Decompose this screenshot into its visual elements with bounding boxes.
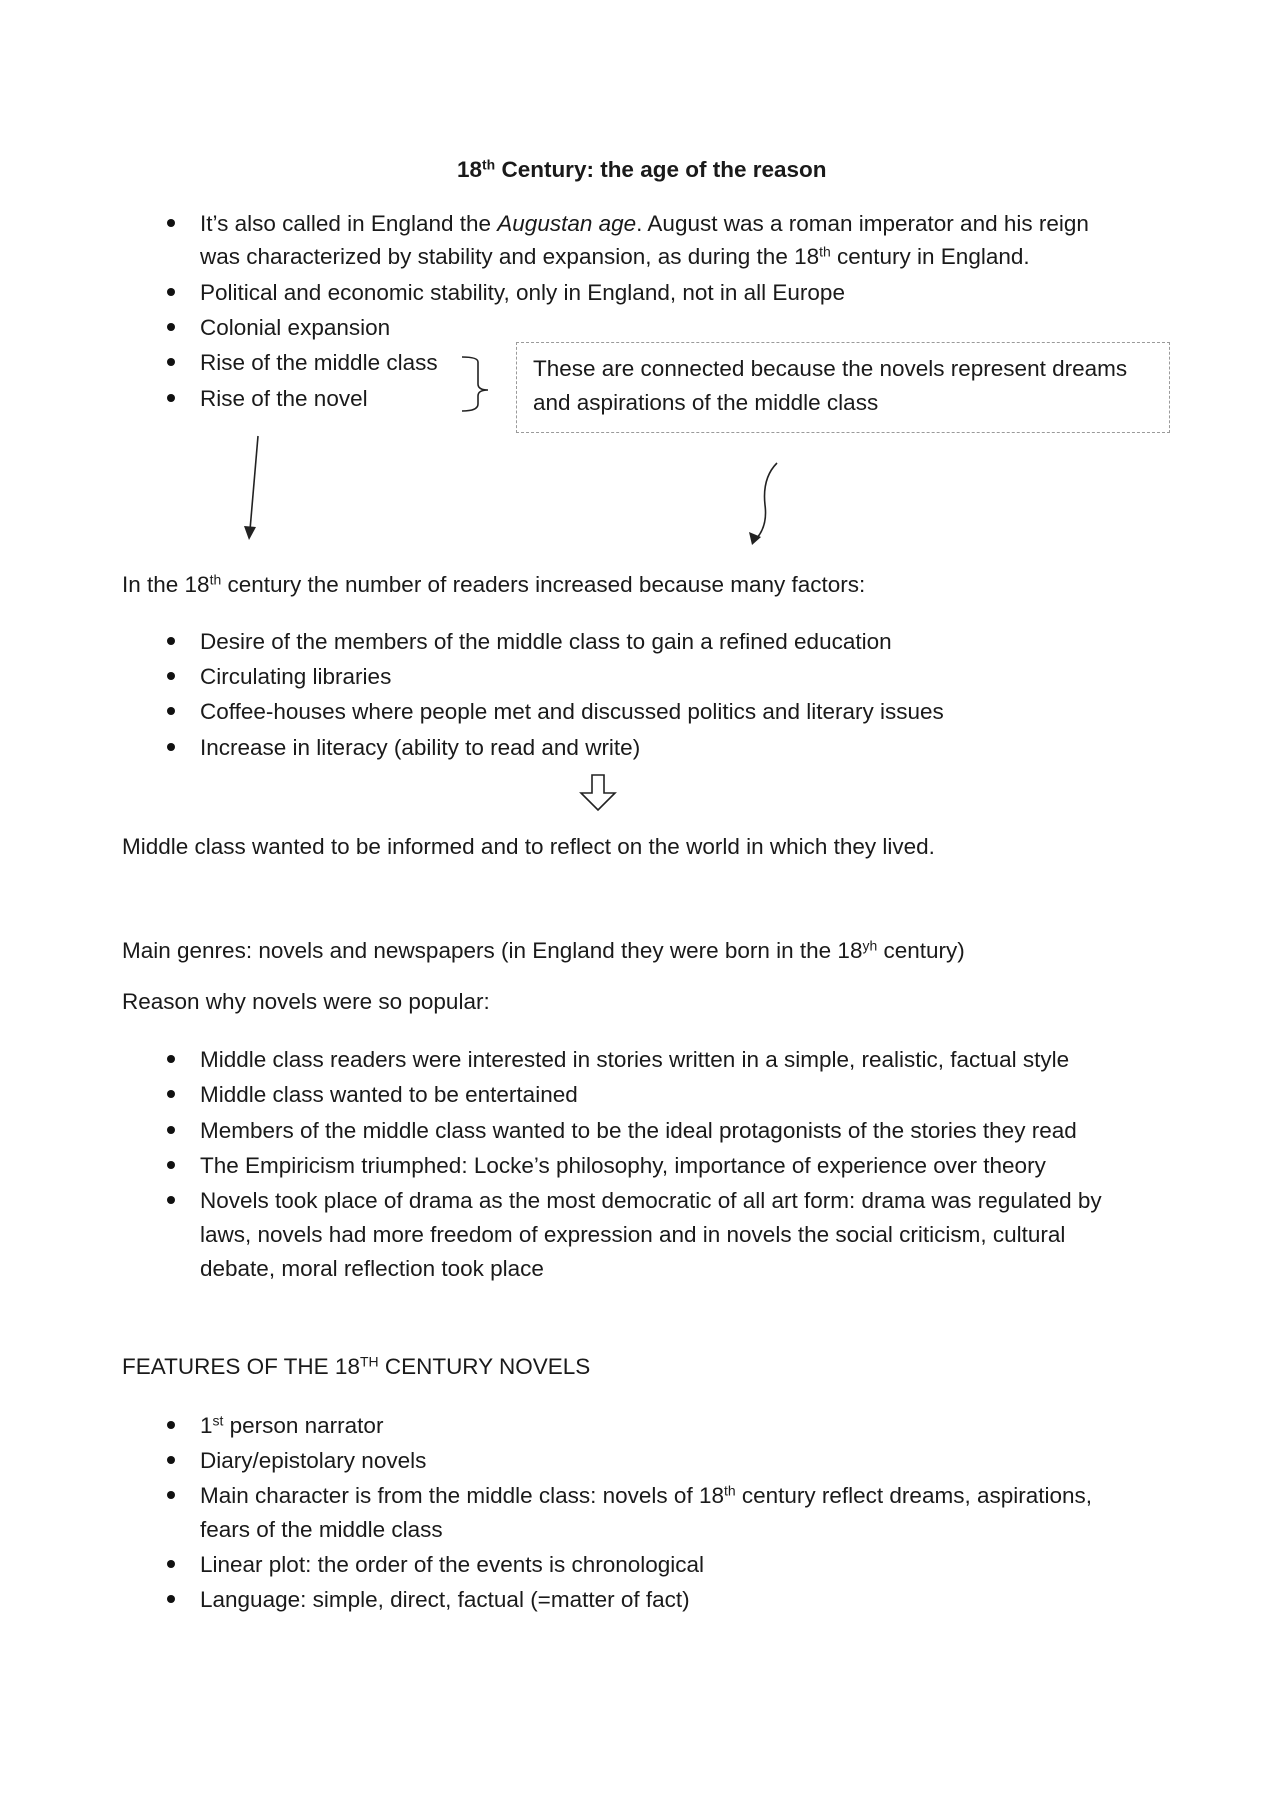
list-item-continuation: fears of the middle class [200, 1517, 443, 1542]
list-item: Novels took place of drama as the most democratic of all art form: drama was regulated by [200, 1188, 1102, 1213]
bullet-dot [167, 743, 175, 751]
bullet-dot [167, 1421, 175, 1429]
genres-text: Main genres: novels and newspapers (in England they were born in the $18^{yh}$ century) [122, 937, 965, 963]
readers-paragraph: In the 18th century the number of readers increased because many factors: [122, 571, 866, 597]
list-item: Main character is from the middle class: novels of 18th century reflect dreams, aspirations, [200, 1482, 1093, 1508]
arrowhead-left [244, 526, 256, 540]
bullet-dot [167, 1456, 175, 1464]
page-title: 18th Century: the age of the reason [457, 156, 827, 182]
list-item-continuation: laws, novels had more freedom of expression and in novels the social criticism, cultural [200, 1222, 1066, 1247]
list-item: Circulating libraries [200, 664, 392, 689]
list-item-continuation: was characterized by stability and expansion, as during the 18th century in England. [200, 243, 1030, 269]
conclusion-text: Middle class wanted to be informed and to reflect on the world in which they lived. [122, 834, 935, 859]
list-item: Increase in literacy (ability to read and write) [200, 735, 641, 760]
down-arrow-left [250, 436, 258, 530]
list-item: Political and economic stability, only in England, not in all Europe [200, 280, 845, 305]
bullet-dot [167, 1491, 175, 1499]
reason-heading: Reason why novels were so popular: [122, 989, 490, 1014]
callout-text: and aspirations of the middle class [533, 390, 879, 415]
brace-icon [462, 357, 488, 411]
bullet-dot [167, 1090, 175, 1098]
bullet-dot [167, 1595, 175, 1603]
callout-text: These are connected because the novels represent dreams [533, 356, 1128, 381]
list-item: Members of the middle class wanted to be the ideal protagonists of the stories they read [200, 1118, 1077, 1143]
list-item-continuation: debate, moral reflection took place [200, 1256, 544, 1281]
list-item: Desire of the members of the middle class to gain a refined education [200, 629, 892, 654]
bullet-dot [167, 637, 175, 645]
bullet-dot [167, 672, 175, 680]
list-item: Rise of the novel [200, 386, 368, 411]
list-item: Colonial expansion [200, 315, 391, 340]
list-item: Diary/epistolary novels [200, 1448, 427, 1473]
bullet-dot [167, 1196, 175, 1204]
features-heading: FEATURES OF THE 18TH CENTURY NOVELS [122, 1353, 591, 1379]
bullet-dot [167, 1126, 175, 1134]
list-item: 1st person narrator [200, 1412, 384, 1438]
list-item: Linear plot: the order of the events is chronological [200, 1552, 705, 1577]
bullet-dot [167, 1161, 175, 1169]
list-item: It’s also called in England the Augustan age. August was a roman imperator and his reign [200, 211, 1089, 236]
down-arrow-right [754, 463, 777, 541]
bullet-dot [167, 1560, 175, 1568]
bullet-dot [167, 1055, 175, 1063]
list-item: Language: simple, direct, factual (=matter of fact) [200, 1587, 690, 1612]
list-item: Middle class wanted to be entertained [200, 1082, 578, 1107]
bullet-dot [167, 707, 175, 715]
hollow-down-arrow-icon [581, 775, 615, 810]
list-item: Rise of the middle class [200, 350, 438, 375]
list-item: Coffee-houses where people met and discussed politics and literary issues [200, 699, 944, 724]
list-item: Middle class readers were interested in stories written in a simple, realistic, factual style [200, 1047, 1070, 1072]
list-item: The Empiricism triumphed: Locke’s philosophy, importance of experience over theory [200, 1153, 1046, 1178]
